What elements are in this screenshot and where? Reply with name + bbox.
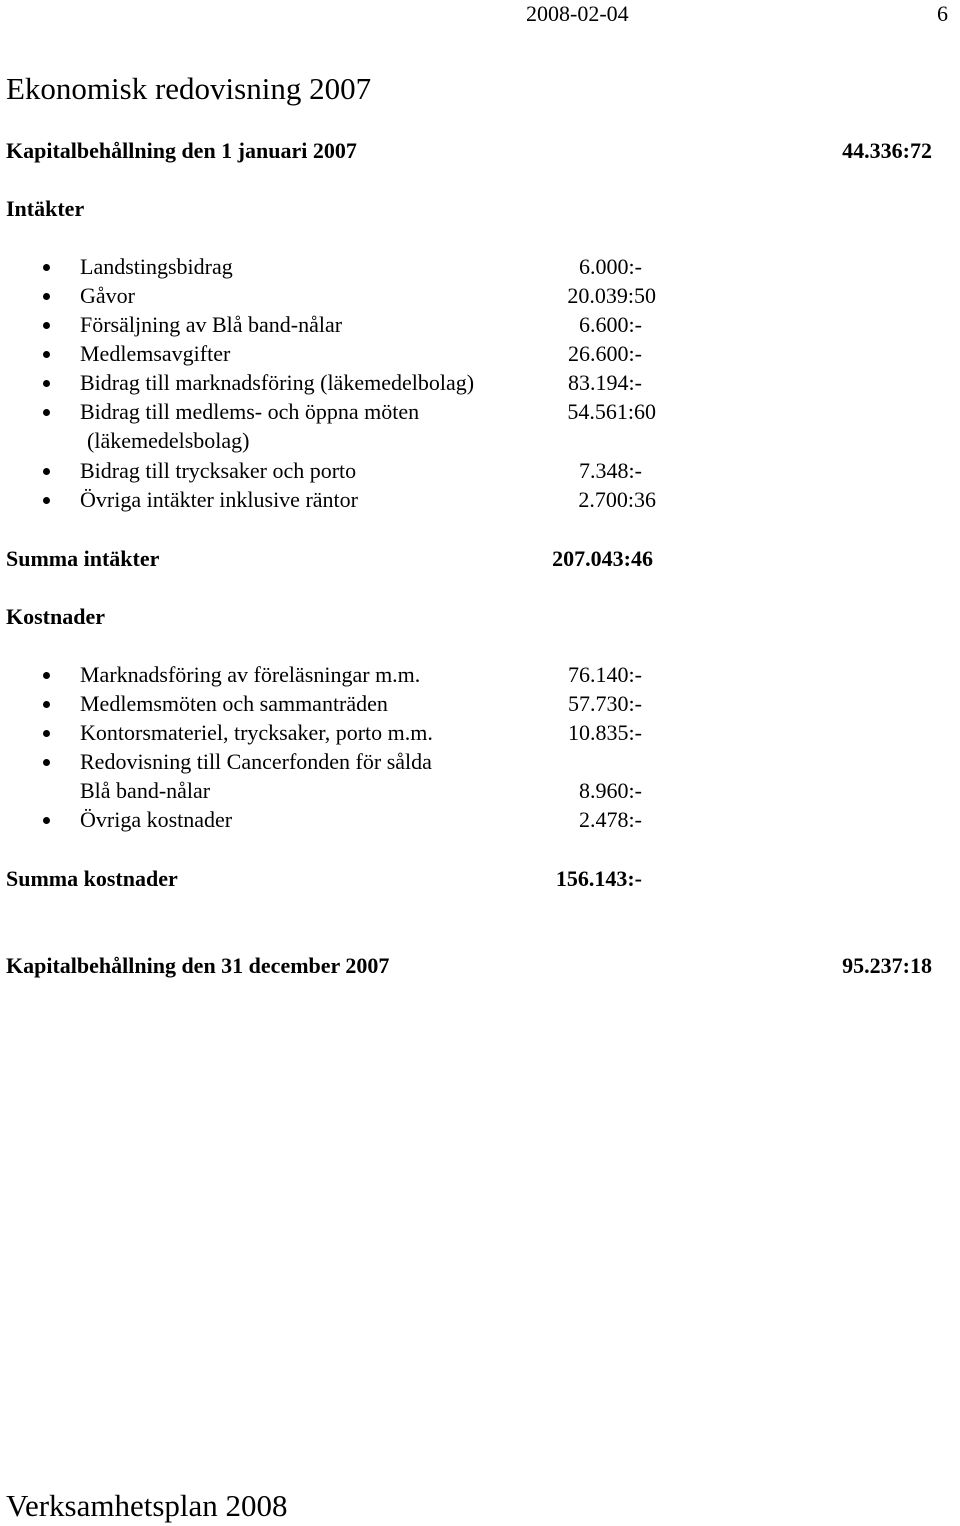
bullet-icon <box>43 380 50 387</box>
cost-item-amount: 10.835:- <box>568 720 642 745</box>
income-item-amount: 54.561:60 <box>567 399 656 424</box>
costs-total-amount: 156.143:- <box>555 866 642 891</box>
bullet-icon <box>43 817 50 824</box>
income-item-amount: 83.194:- <box>568 370 642 395</box>
bullet-icon <box>43 730 50 737</box>
income-item-label: Bidrag till trycksaker och porto <box>80 458 357 483</box>
bullet-icon <box>43 293 50 300</box>
cost-item-amount: 76.140:- <box>568 662 642 687</box>
bullet-icon <box>43 672 50 679</box>
bullet-icon <box>43 322 50 329</box>
cost-item-amount: 57.730:- <box>568 691 642 716</box>
income-item-amount: 7.348:- <box>579 458 642 483</box>
next-section-title: Verksamhetsplan 2008 <box>6 1488 288 1523</box>
costs-total-label: Summa kostnader <box>6 866 178 891</box>
cost-item-amount: 8.960:- <box>579 778 642 803</box>
income-heading: Intäkter <box>6 196 85 221</box>
cost-item-label: Kontorsmateriel, trycksaker, porto m.m. <box>80 720 433 745</box>
cost-item-label: Redovisning till Cancerfonden för sålda <box>80 749 432 774</box>
bullet-icon <box>43 264 50 271</box>
closing-balance-label: Kapitalbehållning den 31 december 2007 <box>6 953 390 978</box>
income-item-amount: 6.000:- <box>579 254 642 279</box>
income-item-amount: 6.600:- <box>579 312 642 337</box>
bullet-icon <box>43 759 50 766</box>
income-item-amount: 20.039:50 <box>567 283 656 308</box>
income-item-label: Övriga intäkter inklusive räntor <box>80 487 358 512</box>
income-item-label: Medlemsavgifter <box>80 341 231 366</box>
income-item-label: Bidrag till marknadsföring (läkemedelbolag) <box>80 370 475 395</box>
income-item-label-continued: (läkemedelsbolag) <box>87 428 250 453</box>
income-item-amount: 2.700:36 <box>578 487 656 512</box>
opening-balance-label: Kapitalbehållning den 1 januari 2007 <box>6 138 357 163</box>
opening-balance-amount: 44.336:72 <box>842 138 932 163</box>
costs-heading: Kostnader <box>6 604 105 629</box>
bullet-icon <box>43 497 50 504</box>
income-item-label: Bidrag till medlems- och öppna möten <box>80 399 420 424</box>
cost-item-label: Övriga kostnader <box>80 807 233 832</box>
income-total-amount: 207.043:46 <box>552 546 653 571</box>
bullet-icon <box>43 409 50 416</box>
bullet-icon <box>43 468 50 475</box>
page-title: Ekonomisk redovisning 2007 <box>6 71 372 106</box>
income-item-label: Landstingsbidrag <box>80 254 233 279</box>
page-number: 6 <box>937 1 948 26</box>
cost-item-label: Medlemsmöten och sammanträden <box>80 691 388 716</box>
bullet-icon <box>43 701 50 708</box>
income-item-label: Gåvor <box>80 283 135 308</box>
income-total-label: Summa intäkter <box>6 546 160 571</box>
cost-item-label-continued: Blå band-nålar <box>80 778 211 803</box>
closing-balance-amount: 95.237:18 <box>842 953 932 978</box>
cost-item-amount: 2.478:- <box>579 807 642 832</box>
income-item-amount: 26.600:- <box>568 341 642 366</box>
bullet-icon <box>43 351 50 358</box>
income-item-label: Försäljning av Blå band-nålar <box>80 312 343 337</box>
document-date: 2008-02-04 <box>526 1 629 26</box>
cost-item-label: Marknadsföring av föreläsningar m.m. <box>80 662 421 687</box>
